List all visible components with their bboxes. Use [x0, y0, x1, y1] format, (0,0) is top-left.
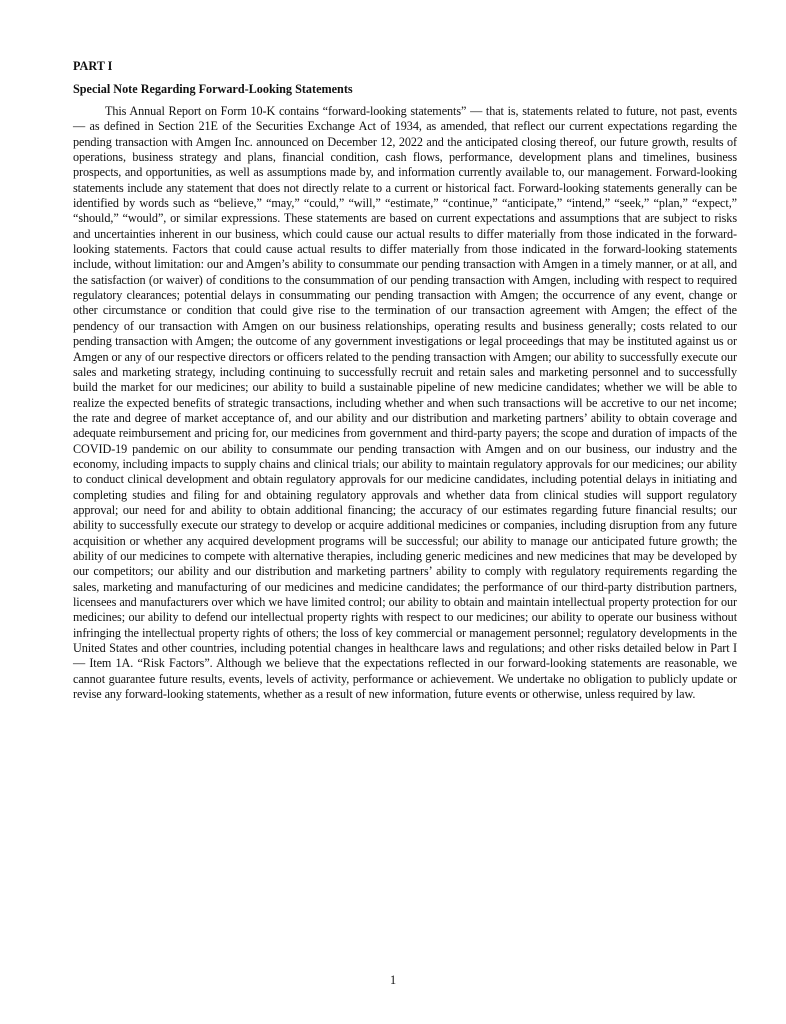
- document-page: [73, 58, 737, 702]
- part-heading: PART I: [73, 59, 113, 73]
- forward-looking-statements-paragraph: This Annual Report on Form 10-K contains “forward-looking statements” — that is, statements related to future, not past, events — as defined in Section 21E of the Securities Exchange Act of 1934, as amended, that reflect our current expectations regarding the pending transaction with Amgen Inc. announced on December 12, 2022 and the anticipated closing thereof, our future growth, results of operations, business strategy and plans, financial condition, cash flows, performance, development plans and timelines, business prospects, and opportunities, as well as assumptions made by, and information currently available to, our management. Forward-looking statements include any statement that does not directly relate to a current or historical fact. Forward-looking statements generally can be identified by words such as “believe,” “may,” “could,” “will,” “estimate,” “continue,” “anticipate,” “intend,” “seek,” “plan,” “expect,” “should,” “would”, or similar expressions. These statements are based on current expectations and assumptions that are subject to risks and uncertainties inherent in our business, which could cause our actual results to differ materially from those indicated in the forward-looking statements. Factors that could cause actual results to differ materially from those indicated in the forward-looking statements include, without limitation: our and Amgen’s ability to consummate our pending transaction with Amgen in a timely manner, or at all, and the satisfaction (or waiver) of conditions to the consummation of our pending transaction with Amgen, including with respect to required regulatory clearances; potential delays in consummating our pending transaction with Amgen; the occurrence of any event, change or other circumstance or condition that could give rise to the termination of our transaction agreement with Amgen; the effect of the pendency of our transaction with Amgen on our business relationships, operating results and business generally; costs related to our pending transaction with Amgen; the outcome of any government investigations or legal proceedings that may be instituted against us or Amgen or any of our respective directors or officers related to the pending transaction with Amgen; our ability to successfully execute our sales and marketing strategy, including continuing to successfully recruit and retain sales and marketing personnel and to successfully build the market for our medicines; our ability to build a sustainable pipeline of new medicine candidates; whether we will be able to realize the expected benefits of strategic transactions, including whether and when such transactions will be accretive to our net income; the rate and degree of market acceptance of, and our ability and our distribution and marketing partners’ ability to obtain coverage and adequate reimbursement and pricing for, our medicines from government and third-party payers; the scope and duration of impacts of the COVID-19 pandemic on our ability to consummate our pending transaction with Amgen and on our business, our industry and the economy, including impacts to supply chains and clinical trials; our ability to maintain regulatory approvals for our medicines; our ability to conduct clinical development and obtain regulatory approvals for our medicine candidates, including potential delays in initiating and completing studies and filing for and obtaining regulatory approvals and whether data from clinical studies will support regulatory approval; our need for and ability to obtain additional financing; the accuracy of our estimates regarding future financial results; our ability to successfully execute our strategy to develop or acquire additional medicines or companies, including disruption from any future acquisition or whether any acquired development programs will be successful; our ability to manage our anticipated future growth; the ability of our medicines to compete with alternative therapies, including generic medicines and new medicines that may be developed by our competitors; our ability and our distribution and marketing partners’ ability to comply with regulatory requirements regarding the sales, marketing and manufacturing of our medicines and medicine candidates; the performance of our third-party distribution partners, licensees and manufacturers over which we have limited control; our ability to obtain and maintain intellectual property protection for our medicines; our ability to defend our intellectual property rights with respect to our medicines; our ability to operate our business without infringing the intellectual property rights of others; the loss of key commercial or management personnel; regulatory developments in the United States and other countries, including potential changes in healthcare laws and regulations; and other risks detailed below in Part I — Item 1A. “Risk Factors”. Although we believe that the expectations reflected in our forward-looking statements are reasonable, we cannot guarantee future results, events, levels of activity, performance or achievement. We undertake no obligation to publicly update or revise any forward-looking statements, whether as a result of new information, future events or otherwise, unless required by law.: [73, 104, 737, 702]
- section-heading: Special Note Regarding Forward-Looking Statements: [73, 82, 353, 96]
- page-number: 1: [389, 973, 397, 987]
